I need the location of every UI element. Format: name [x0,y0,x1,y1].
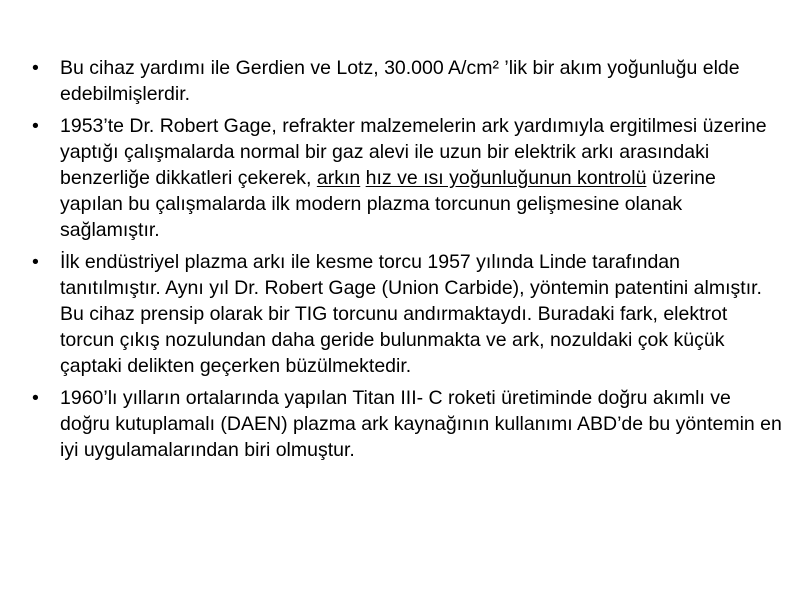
text-segment: İlk endüstriyel plazma arkı ile kesme torcu 1957 yılında Linde tarafından tanıtılmıştır. Aynı yıl Dr. Robert Gage (Union Carbide), yöntemin patentini almıştır. Bu cihaz prensip olarak bir TIG torcunu andırmaktaydı. Buradaki fark, elektrot torcun çıkış nozulundan daha geride bulunmakta ve ark, nozuldaki çok küçük çaptaki delikten geçerken büzülmektedir. [60,251,762,377]
bullet-marker-icon: • [32,251,39,273]
text-segment: üzerine yapılan bu çalışmalarda ilk modern plazma torcunun gelişmesine olanak sağlamıştır. [60,167,716,241]
link-arkin[interactable]: arkın [316,167,361,189]
link-hiz-ve-isi-yogunlugunun-kontrolu[interactable]: hız ve ısı yoğunluğunun kontrolü [365,167,647,189]
bullet-marker-icon: • [32,387,39,409]
bullet-item-4 [32,385,784,463]
bullet-marker-icon: • [32,57,39,79]
bullet-marker-icon: • [32,115,39,137]
bullet-list [32,55,784,469]
bullet-text [60,113,784,243]
text-segment: Bu cihaz yardımı ile Gerdien ve Lotz, 30.000 A/cm² ’lik bir akım yoğunluğu elde edebilmişlerdir. [60,57,740,105]
bullet-text [60,249,784,379]
bullet-text [60,55,784,107]
text-segment: 1953’te Dr. Robert Gage, refrakter malzemelerin ark yardımıyla ergitilmesi üzerine yaptığı çalışmalarda normal bir gaz alevi ile uzun bir elektrik arkı arasındaki benzerliğe dikkatleri çekerek, [60,115,767,189]
bullet-item-1 [32,55,784,107]
text-segment: 1960’lı yılların ortalarında yapılan Titan III- C roketi üretiminde doğru akımlı ve doğru kutuplamalı (DAEN) plazma ark kaynağının kullanımı ABD’de bu yöntemin en iyi uygulamalarından biri olmuştur. [60,387,782,461]
bullet-item-2 [32,113,784,243]
bullet-item-3 [32,249,784,379]
bullet-text [60,385,784,463]
